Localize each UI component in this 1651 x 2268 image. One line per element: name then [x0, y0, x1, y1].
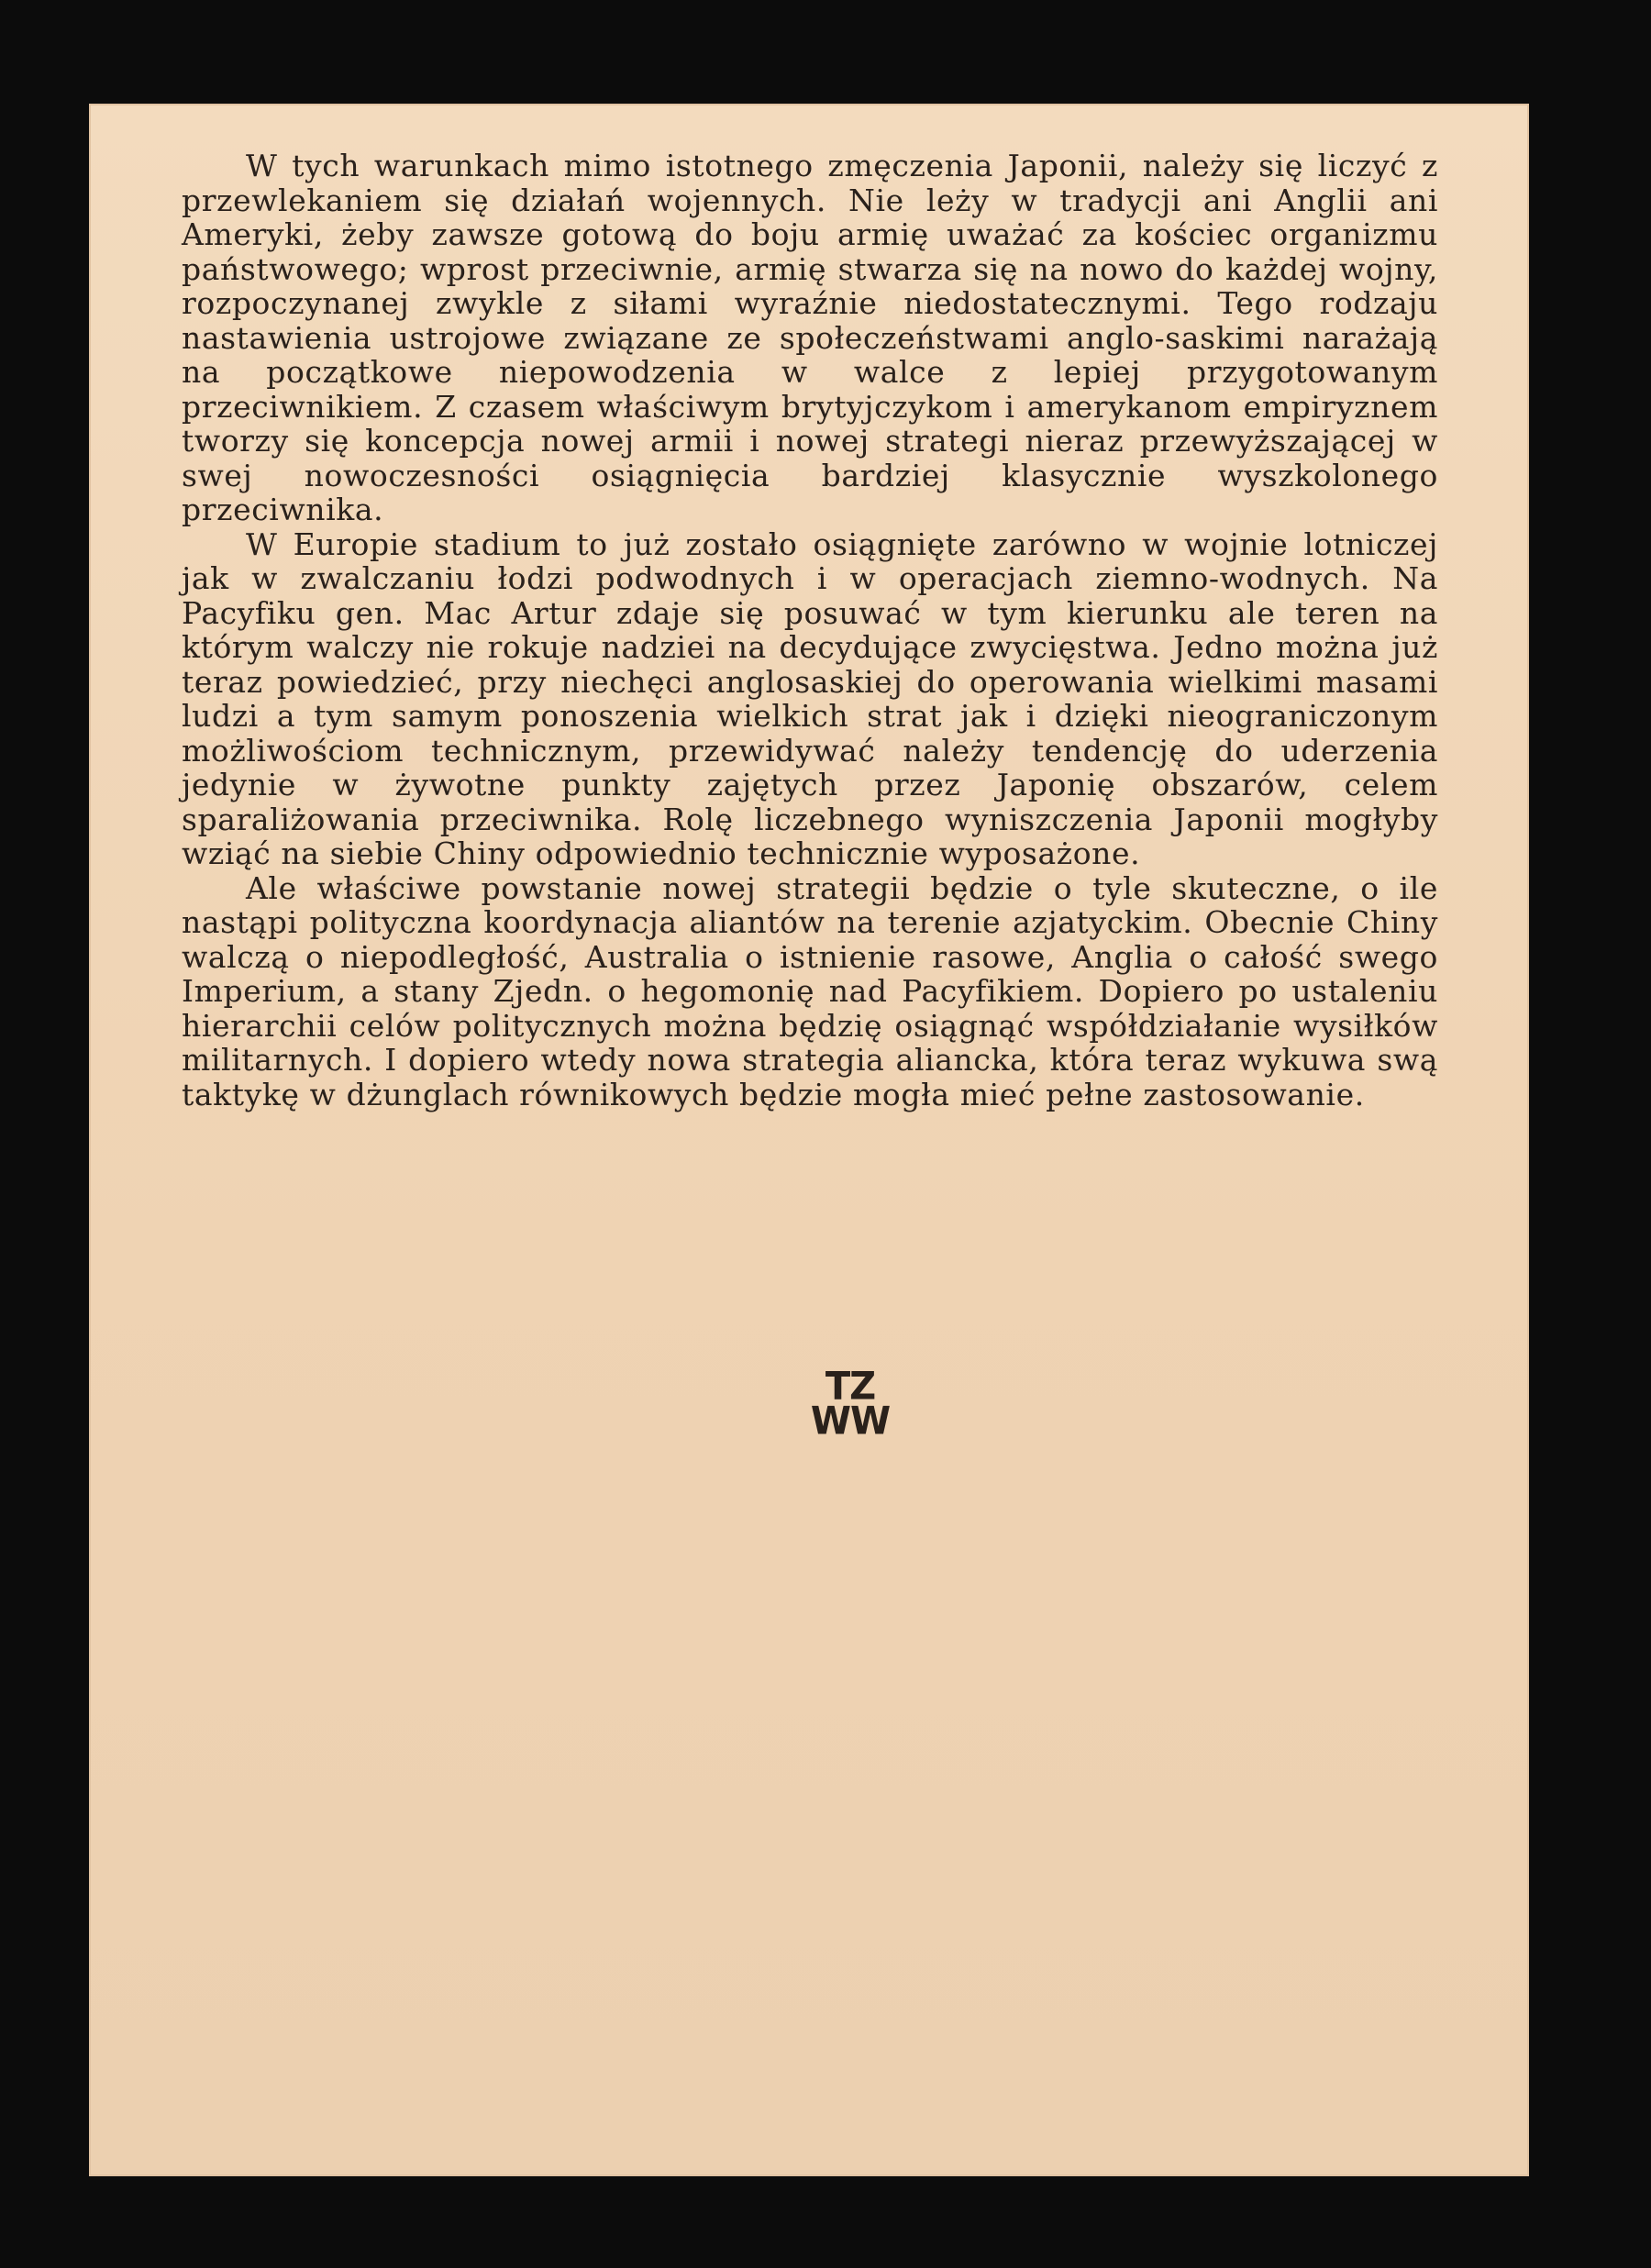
paragraph-3: Ale właściwe powstanie nowej strategii będzie o tyle skuteczne, o ile nastąpi polityczna koordynacja aliantów na terenie azjatyckim. Obecnie Chiny walczą o niepodległość, Australia o istnienie rasowe, Anglia o całość swego Imperium, a stany Zjedn. o hegomonię nad Pacyfikiem. Dopiero po ustaleniu hierarchii celów politycznych można będzię osiągnąć współdziałanie wysiłków militarnych. I dopiero wtedy nowa strategia aliancka, która teraz wykuwa swą taktykę w dżunglach równikowych będzie mogła mieć pełne zastosowanie.: [182, 869, 1438, 1112]
paragraph-1: W tych warunkach mimo istotnego zmęczenia Japonii, należy się liczyć z przewlekaniem się działań wojennych. Nie leży w tradycji ani Anglii ani Ameryki, żeby zawsze gotową do boju armię uważać za kościec organizmu państwowego; wprost przeciwnie, armię stwarza się na nowo do każdej wojny, rozpoczynanej zwykle z siłami wyraźnie niedostatecznymi. Tego rodzaju nastawienia ustrojowe związane ze społeczeństwami anglo-saskimi narażają na początkowe niepowodzenia w walce z lepiej przygotowanym przeciwnikiem. Z czasem właściwym brytyjczykom i amerykanom empiryznem tworzy się koncepcja nowej armii i nowej strategi nieraz przewyższającej w swej nowoczesności osiągnięcia bardziej klasycznie wyszkolonego przeciwnika.: [182, 148, 1438, 527]
document-body: [182, 149, 1438, 1112]
publisher-mark: [809, 1364, 892, 1444]
paragraph-2: W Europie stadium to już zostało osiągnięte zarówno w wojnie lotniczej jak w zwalczaniu łodzi podwodnych i w operacjach ziemno-wodnych. Na Pacyfiku gen. Mac Artur zdaje się posuwać w tym kierunku ale teren na którym walczy nie rokuje nadziei na decydujące zwycięstwa. Jedno można już teraz powiedzieć, przy niechęci anglosaskiej do operowania wielkimi masami ludzi a tym samym ponoszenia wielkich strat jak i dzięki nieograniczonym możliwościom technicznym, przewidywać należy tendencję do uderzenia jedynie w żywotne punkty zajętych przez Japonię obszarów, celem sparaliżowania przeciwnika. Rolę liczebnego wyniszczenia Japonii mogłyby wziąć na siebie Chiny odpowiednio technicznie wyposażone.: [182, 526, 1438, 871]
publisher-mark-line-1: TZ: [825, 1364, 876, 1410]
publisher-mark-line-2: WW: [810, 1399, 891, 1444]
